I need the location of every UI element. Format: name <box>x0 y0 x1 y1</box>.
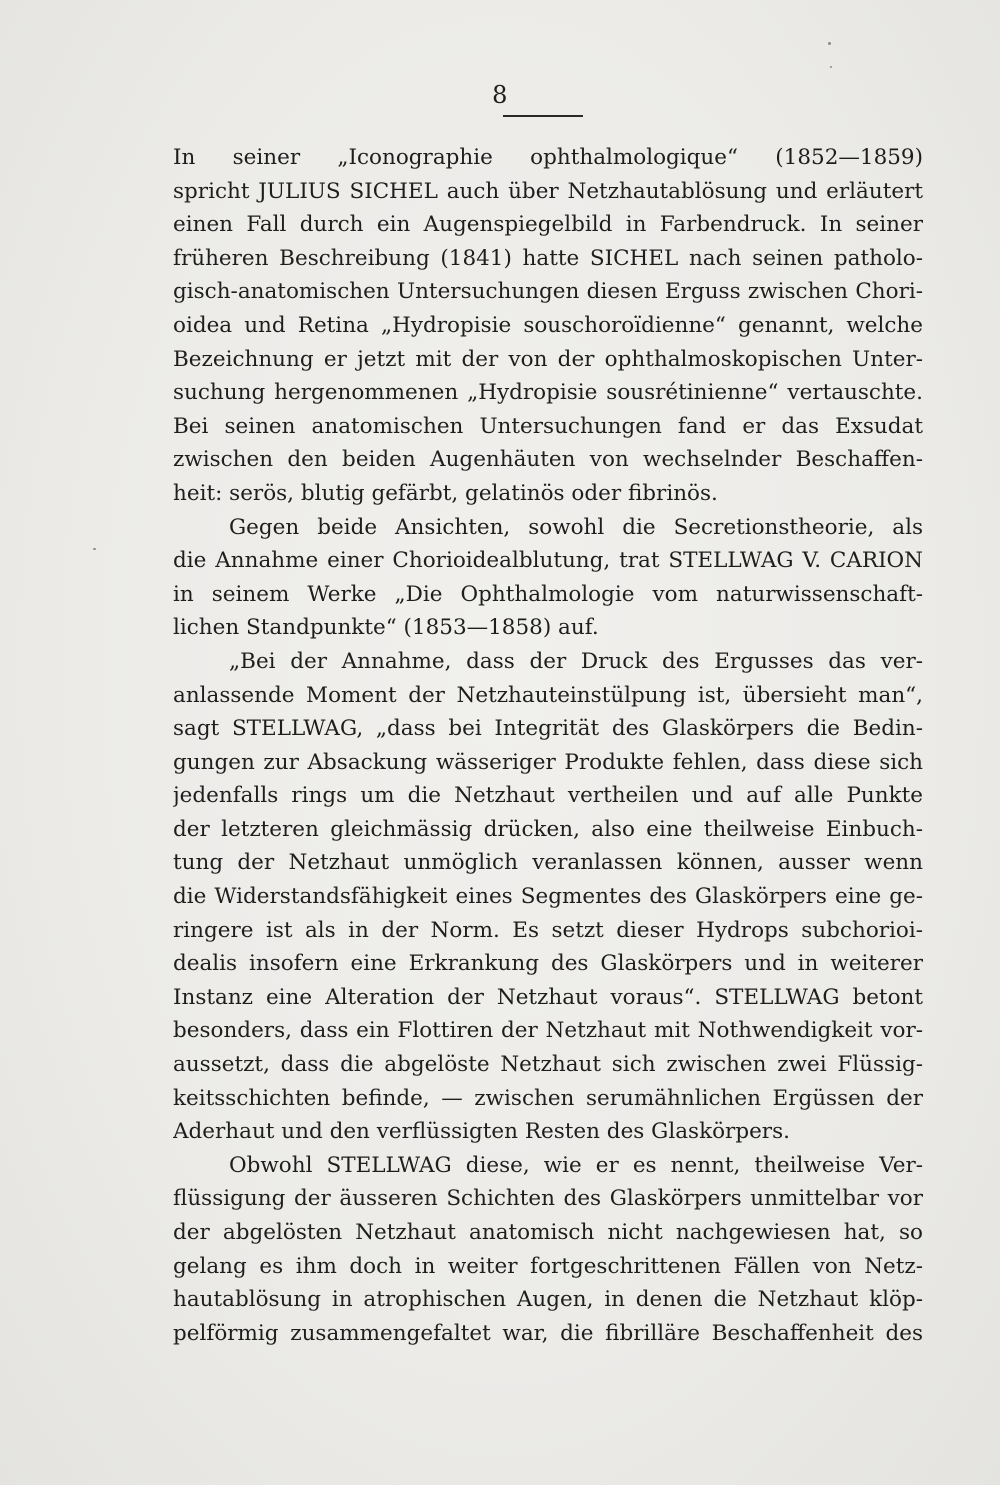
text-line: Gegen beide Ansichten, sowohl die Secretionstheorie, als <box>229 514 923 540</box>
text-line: flüssigung der äusseren Schichten des Glaskörpers unmittelbar vor <box>173 1186 923 1212</box>
text-line: tung der Netzhaut unmöglich veranlassen können, ausser wenn <box>173 850 923 876</box>
text-line: zwischen den beiden Augenhäuten von wechselnder Beschaffen- <box>173 447 923 473</box>
text-line: keitsschichten befinde, — zwischen serumähnlichen Ergüssen der <box>173 1085 923 1111</box>
paper-speck <box>93 548 96 550</box>
text-line: pelförmig zusammengefaltet war, die fibrilläre Beschaffenheit des <box>173 1320 923 1346</box>
text-line: einen Fall durch ein Augenspiegelbild in Farbendruck. In seiner <box>173 212 923 238</box>
text-line: gungen zur Absackung wässeriger Produkte fehlen, dass diese sich <box>173 749 923 775</box>
text-line: sagt STELLWAG, „dass bei Integrität des Glaskörpers die Bedin- <box>173 716 923 742</box>
paper-speck <box>828 42 831 45</box>
text-line: Bezeichnung er jetzt mit der von der ophthalmoskopischen Unter- <box>173 346 923 372</box>
text-line: hautablösung in atrophischen Augen, in denen die Netzhaut klöp- <box>173 1287 923 1313</box>
text-line: besonders, dass ein Flottiren der Netzhaut mit Nothwendigkeit vor- <box>173 1018 923 1044</box>
text-line: Bei seinen anatomischen Untersuchungen fand er das Exsudat <box>173 413 923 439</box>
text-line: dealis insofern eine Erkrankung des Glaskörpers und in weiterer <box>173 951 923 977</box>
text-line: oidea und Retina „Hydropisie souschoroïdienne“ genannt, welche <box>173 312 923 338</box>
text-line: ringere ist als in der Norm. Es setzt dieser Hydrops subchorioi- <box>173 917 923 943</box>
page-number: 8 <box>492 81 508 109</box>
text-line: in seinem Werke „Die Ophthalmologie vom naturwissenschaft- <box>173 581 923 607</box>
text-line: gisch-anatomischen Untersuchungen diesen Erguss zwischen Chori- <box>173 279 923 305</box>
text-line: Aderhaut und den verflüssigten Resten des Glaskörpers. <box>173 1119 790 1145</box>
text-line: „Bei der Annahme, dass der Druck des Ergusses das ver- <box>229 648 923 674</box>
text-line: die Widerstandsfähigkeit eines Segmentes des Glaskörpers eine ge- <box>173 884 923 910</box>
page-number-rule <box>503 115 583 117</box>
text-line: spricht JULIUS SICHEL auch über Netzhautablösung und erläutert <box>173 178 923 204</box>
text-line: jedenfalls rings um die Netzhaut vertheilen und auf alle Punkte <box>173 783 923 809</box>
text-line: die Annahme einer Chorioidealblutung, trat STELLWAG V. CARION <box>173 548 923 574</box>
text-line: der letzteren gleichmässig drücken, also eine theilweise Einbuch- <box>173 816 923 842</box>
paper-speck <box>830 66 832 68</box>
text-line: suchung hergenommenen „Hydropisie sousrétinienne“ vertauschte. <box>173 380 923 406</box>
text-line: gelang es ihm doch in weiter fortgeschrittenen Fällen von Netz- <box>173 1253 923 1279</box>
text-line: lichen Standpunkte“ (1853—1858) auf. <box>173 615 599 641</box>
text-line: aussetzt, dass die abgelöste Netzhaut sich zwischen zwei Flüssig- <box>173 1052 923 1078</box>
text-line: Instanz eine Alteration der Netzhaut voraus“. STELLWAG betont <box>173 984 923 1010</box>
text-line: anlassende Moment der Netzhauteinstülpung ist, übersieht man“, <box>173 682 923 708</box>
text-line: der abgelösten Netzhaut anatomisch nicht nachgewiesen hat, so <box>173 1220 923 1245</box>
text-line: heit: serös, blutig gefärbt, gelatinös oder fibrinös. <box>173 480 718 506</box>
text-line: früheren Beschreibung (1841) hatte SICHEL nach seinen patholo- <box>173 245 923 271</box>
text-line: In seiner „Iconographie ophthalmologique“ (1852—1859) <box>173 145 923 170</box>
text-line: Obwohl STELLWAG diese, wie er es nennt, theilweise Ver- <box>229 1152 923 1178</box>
body-text <box>173 141 923 1350</box>
